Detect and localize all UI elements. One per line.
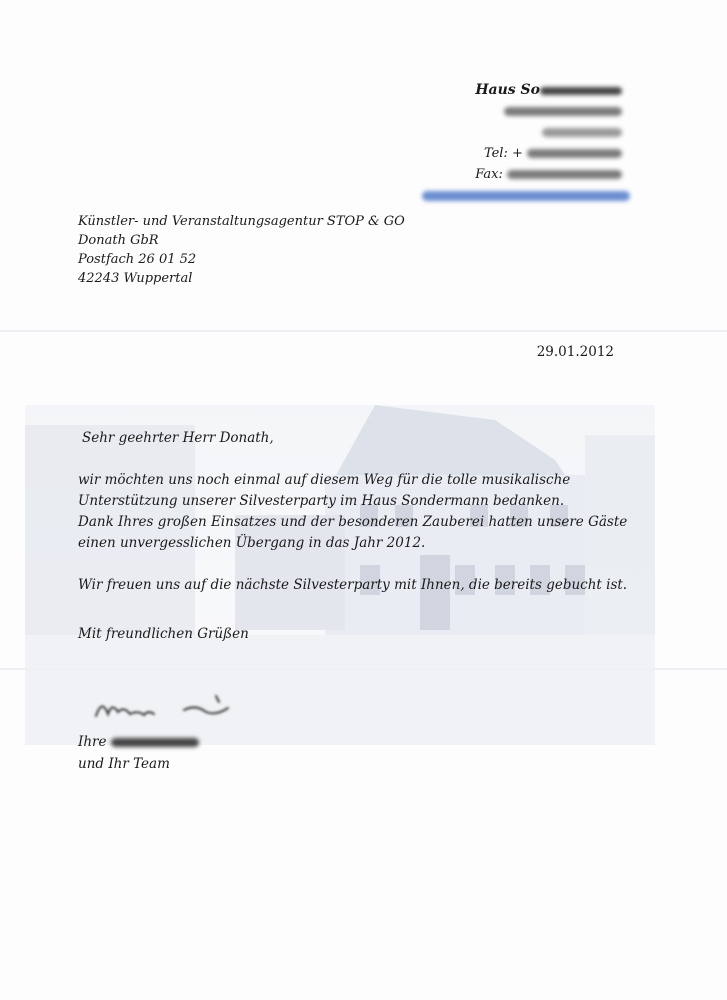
paragraph-thanks xyxy=(78,470,638,554)
redacted-signer-name xyxy=(111,738,199,747)
redacted-city xyxy=(542,128,622,137)
recipient-address-block xyxy=(78,212,405,288)
sender-name: Haus So xyxy=(475,82,540,98)
paragraph-next-party: Wir freuen uns auf die nächste Silvesterparty mit Ihnen, die bereits gebucht ist. xyxy=(78,577,628,593)
fold-line-top xyxy=(0,330,727,332)
signoff-ihre: Ihre xyxy=(78,734,107,750)
closing-phrase: Mit freundlichen Grüßen xyxy=(78,626,249,642)
redacted-website-link xyxy=(422,191,630,201)
redacted-sender-name xyxy=(540,87,622,95)
recipient-company: Künstler- und Veranstaltungsagentur STOP & GO xyxy=(78,214,405,229)
letter-date: 29.01.2012 xyxy=(536,344,614,360)
signoff-block xyxy=(78,731,199,775)
signoff-team: und Ihr Team xyxy=(78,756,170,772)
handwritten-signature xyxy=(88,688,238,724)
fax-label: Fax: xyxy=(475,167,503,182)
redacted-fax xyxy=(507,170,622,179)
sender-address-block xyxy=(422,80,622,206)
recipient-city: 42243 Wuppertal xyxy=(78,271,193,286)
redacted-street xyxy=(504,107,622,116)
body-line: einen unvergesslichen Übergang in das Jahr 2012. xyxy=(78,535,426,551)
body-line: wir möchten uns noch einmal auf diesem Weg für die tolle musikalische xyxy=(78,472,571,488)
letter-body xyxy=(78,428,638,645)
body-line: Unterstützung unserer Silvesterparty im Haus Sondermann bedanken. xyxy=(78,493,565,509)
recipient-postbox: Postfach 26 01 52 xyxy=(78,252,197,267)
salutation: Sehr geehrter Herr Donath, xyxy=(82,430,274,446)
body-line: Dank Ihres großen Einsatzes und der besonderen Zauberei hatten unsere Gäste xyxy=(78,514,628,530)
recipient-firm: Donath GbR xyxy=(78,233,159,248)
phone-label: Tel: + xyxy=(483,146,523,161)
redacted-phone xyxy=(527,149,622,158)
